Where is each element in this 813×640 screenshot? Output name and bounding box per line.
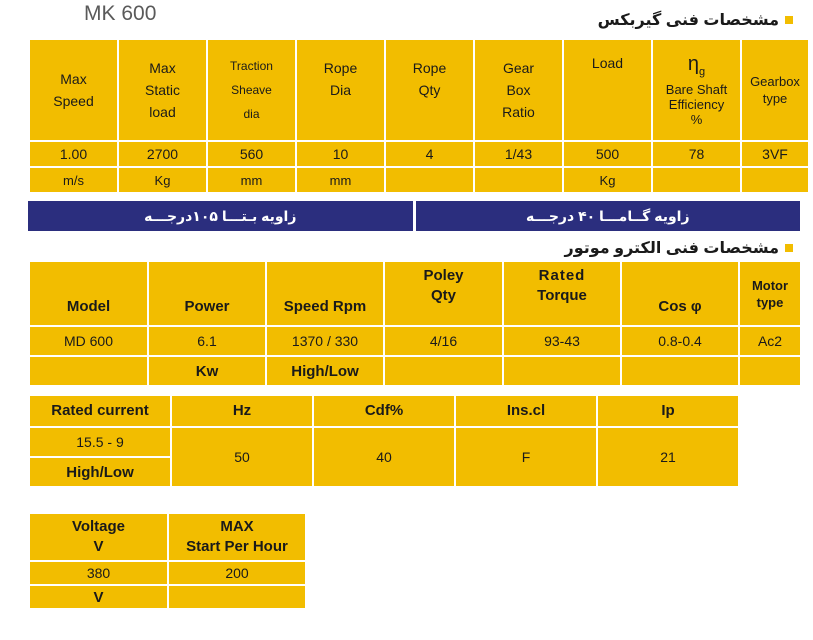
header-speed-rpm: Speed Rpm <box>267 262 383 325</box>
header-ins-cl: Ins.cl <box>456 396 596 426</box>
header-rated-current: Rated current <box>30 396 170 426</box>
value-max-start-per-hour: 200 <box>169 562 305 584</box>
value-gear-box-ratio: 1/43 <box>475 142 562 166</box>
value-ins-cl: F <box>456 428 596 486</box>
value-traction-sheave-dia: 560 <box>208 142 295 166</box>
header-traction-sheave-dia: Traction Sheave dia <box>208 40 295 140</box>
value-cos-phi: 0.8-0.4 <box>622 327 738 355</box>
value-rated-current: 15.5 - 9 <box>30 428 170 456</box>
value-voltage: 380 <box>30 562 167 584</box>
header-hz: Hz <box>172 396 312 426</box>
unit-model <box>30 357 147 385</box>
header-cos-phi: Cos φ <box>622 262 738 325</box>
beta-angle-label: زاویه بـتـــا ۱۰۵درجـــه <box>28 201 413 231</box>
unit-efficiency <box>653 168 740 192</box>
unit-voltage: V <box>30 586 167 608</box>
gearbox-section-label: مشخصات فنی گیربکس <box>597 12 779 29</box>
value-motor-type: Ac2 <box>740 327 800 355</box>
unit-power: Kw <box>149 357 265 385</box>
header-bare-shaft-efficiency: $\eta_g$ Bare Shaft Efficiency % <box>653 40 740 140</box>
header-ip: Ip <box>598 396 738 426</box>
current-spec-table <box>28 394 740 488</box>
value-rope-dia: 10 <box>297 142 384 166</box>
unit-load: Kg <box>564 168 651 192</box>
unit-max-static-load: Kg <box>119 168 206 192</box>
unit-gearbox-type <box>742 168 808 192</box>
value-cdf: 40 <box>314 428 454 486</box>
unit-cos-phi <box>622 357 738 385</box>
unit-rope-qty <box>386 168 473 192</box>
header-poley-qty: Poley Qty <box>385 262 502 325</box>
motor-section-title <box>564 238 793 258</box>
voltage-spec-table <box>28 512 307 610</box>
unit-rated-current: High/Low <box>30 458 170 486</box>
header-power: Power <box>149 262 265 325</box>
gearbox-spec-table <box>28 38 810 194</box>
gamma-angle-label: زاویه گــامـــا ۴۰ درجـــه <box>416 201 801 231</box>
bullet-square-icon <box>785 244 793 252</box>
value-max-static-load: 2700 <box>119 142 206 166</box>
header-motor-type: Motor type <box>740 262 800 325</box>
motor-section-label: مشخصات فنی الکترو موتور <box>564 240 779 257</box>
motor-spec-table <box>28 260 802 387</box>
unit-gear-box-ratio <box>475 168 562 192</box>
header-model: Model <box>30 262 147 325</box>
header-gear-box-ratio: Gear Box Ratio <box>475 40 562 140</box>
value-efficiency: 78 <box>653 142 740 166</box>
value-max-speed: 1.00 <box>30 142 117 166</box>
value-ip: 21 <box>598 428 738 486</box>
header-max-static-load: Max Static load <box>119 40 206 140</box>
unit-rated-torque <box>504 357 620 385</box>
header-load: Load <box>564 40 651 140</box>
unit-rope-dia: mm <box>297 168 384 192</box>
unit-max-start-per-hour <box>169 586 305 608</box>
unit-max-speed: m/s <box>30 168 117 192</box>
header-rope-dia: Rope Dia <box>297 40 384 140</box>
value-load: 500 <box>564 142 651 166</box>
unit-speed-rpm: High/Low <box>267 357 383 385</box>
value-speed-rpm: 1370 / 330 <box>267 327 383 355</box>
value-gearbox-type: 3VF <box>742 142 808 166</box>
header-max-start-per-hour: MAX Start Per Hour <box>169 514 305 560</box>
header-max-speed: Max Speed <box>30 40 117 140</box>
gearbox-section-title <box>598 10 793 30</box>
angle-bar <box>28 201 800 231</box>
unit-poley-qty <box>385 357 502 385</box>
header-rope-qty: Rope Qty <box>386 40 473 140</box>
unit-motor-type <box>740 357 800 385</box>
header-cdf: Cdf% <box>314 396 454 426</box>
header-rated-torque: Rated Torque <box>504 262 620 325</box>
bullet-square-icon <box>785 16 793 24</box>
model-title: MK 600 <box>84 2 157 25</box>
value-rated-torque: 93-43 <box>504 327 620 355</box>
value-model: MD 600 <box>30 327 147 355</box>
header-voltage: Voltage V <box>30 514 167 560</box>
unit-traction-sheave-dia: mm <box>208 168 295 192</box>
value-poley-qty: 4/16 <box>385 327 502 355</box>
value-rope-qty: 4 <box>386 142 473 166</box>
eta-g-symbol: $\eta_g$ <box>687 52 706 78</box>
header-gearbox-type: Gearbox type <box>742 40 808 140</box>
value-power: 6.1 <box>149 327 265 355</box>
value-hz: 50 <box>172 428 312 486</box>
